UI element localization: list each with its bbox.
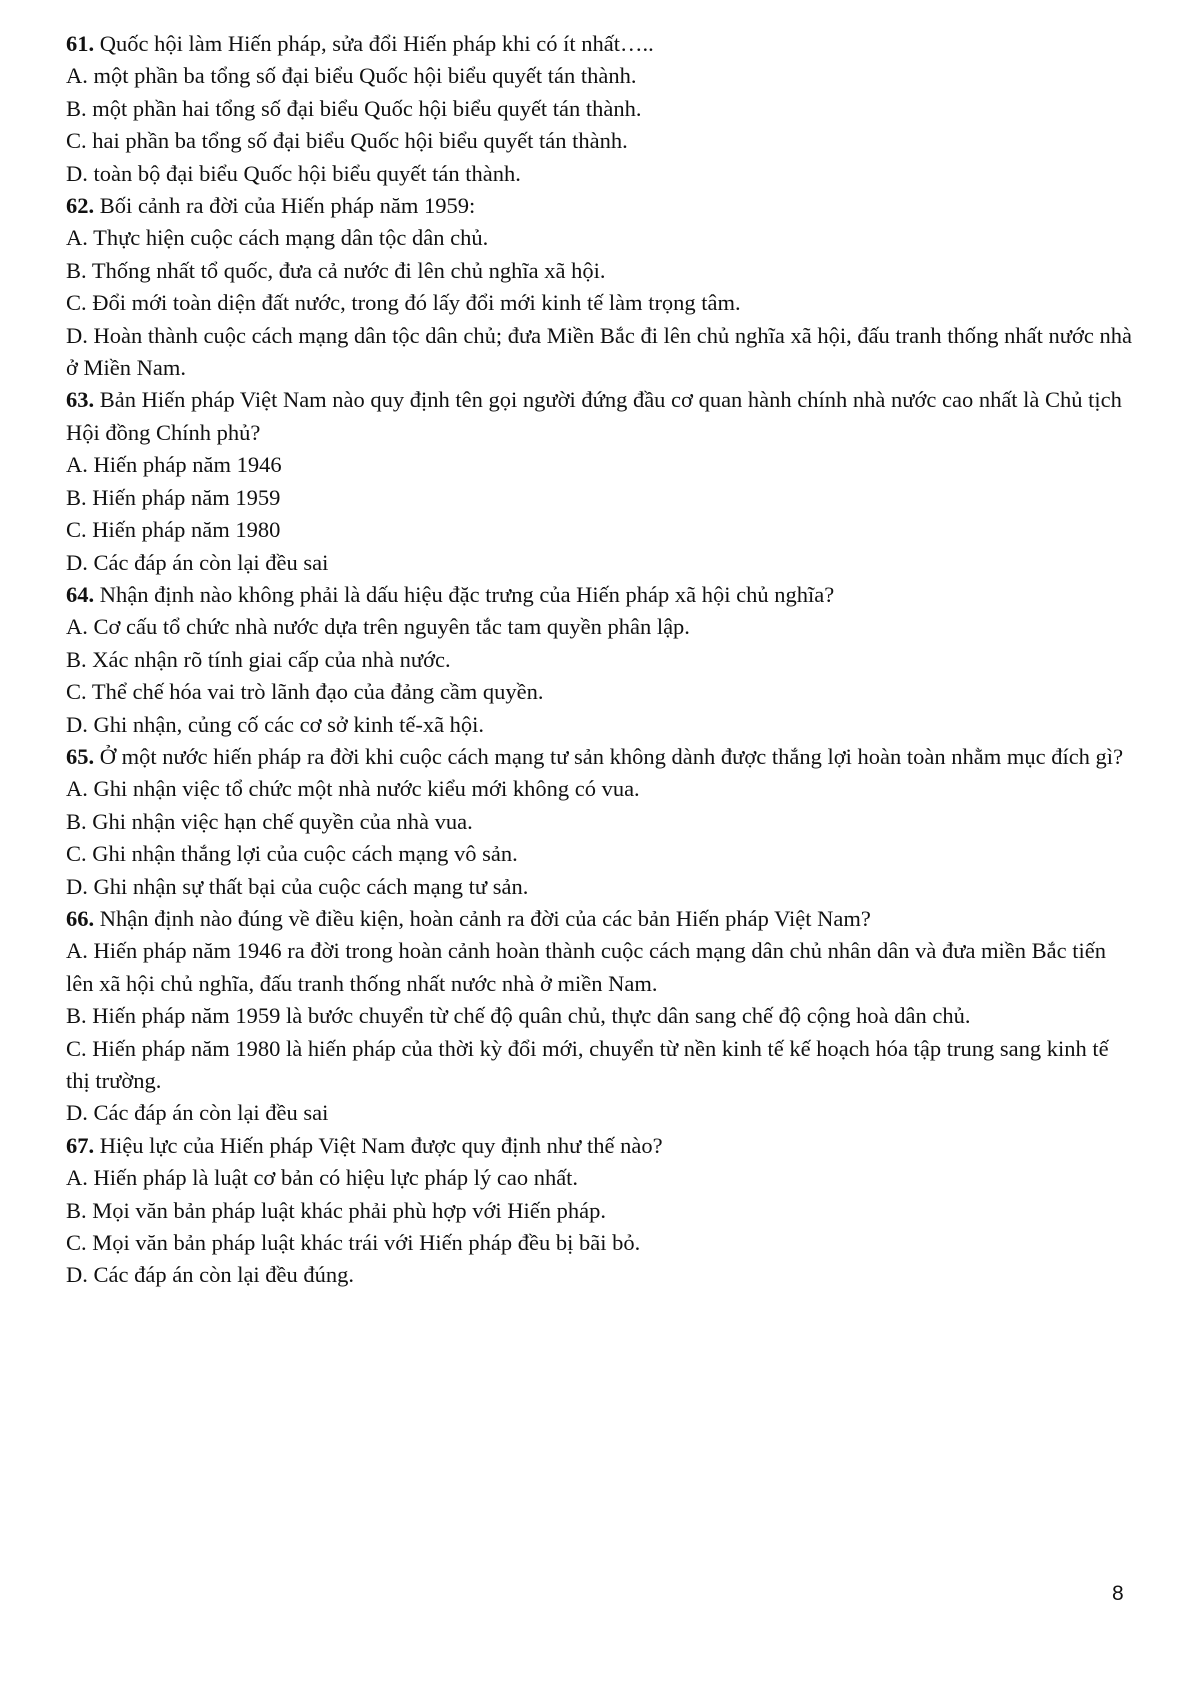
answer-option-d: D. Các đáp án còn lại đều đúng. xyxy=(66,1262,355,1288)
answer-option-d: D. toàn bộ đại biểu Quốc hội biểu quyết tán thành. xyxy=(66,160,521,186)
question-stem xyxy=(66,190,1134,222)
answer-option-d: D. Ghi nhận sự thất bại của cuộc cách mạng tư sản. xyxy=(66,873,529,899)
question-stem xyxy=(66,579,1134,611)
answer-option-d: D. Hoàn thành cuộc cách mạng dân tộc dân chủ; đưa Miền Bắc đi lên chủ nghĩa xã hội, đấu tranh thống nhất nước nhà ở Miền Nam. xyxy=(66,322,1132,381)
answer-option-a: A. Thực hiện cuộc cách mạng dân tộc dân chủ. xyxy=(66,225,489,251)
question-63 xyxy=(66,384,1134,578)
answer-option-b: B. Xác nhận rõ tính giai cấp của nhà nước. xyxy=(66,646,451,672)
question-number: 66. xyxy=(66,905,95,931)
question-number: 67. xyxy=(66,1132,95,1158)
question-65 xyxy=(66,741,1134,903)
answer-option-d: D. Ghi nhận, củng cố các cơ sở kinh tế-xã hội. xyxy=(66,711,485,737)
answer-option-a: A. Hiến pháp năm 1946 ra đời trong hoàn cảnh hoàn thành cuộc cách mạng dân chủ nhân dân và đưa miền Bắc tiến lên xã hội chủ nghĩa, đấu tranh thống nhất nước nhà ở miền Nam. xyxy=(66,938,1107,996)
question-stem xyxy=(66,384,1134,449)
question-number: 63. xyxy=(66,387,95,413)
question-number: 61. xyxy=(66,31,95,56)
page-number: 8 xyxy=(1112,1582,1124,1605)
answer-option-c: C. hai phần ba tổng số đại biểu Quốc hội biểu quyết tán thành. xyxy=(66,128,628,154)
answer-option-c: C. Ghi nhận thắng lợi của cuộc cách mạng vô sản. xyxy=(66,841,518,867)
question-66 xyxy=(66,903,1134,1130)
document-page xyxy=(66,28,1134,1292)
answer-option-b: B. Hiến pháp năm 1959 là bước chuyển từ chế độ quân chủ, thực dân sang chế độ cộng hoà dân chủ. xyxy=(66,1003,971,1029)
question-text: Nhận định nào đúng về điều kiện, hoàn cảnh ra đời của các bản Hiến pháp Việt Nam? xyxy=(99,905,871,931)
answer-option-a: A. Cơ cấu tổ chức nhà nước dựa trên nguyên tắc tam quyền phân lập. xyxy=(66,614,690,640)
answer-option-b: B. Thống nhất tổ quốc, đưa cả nước đi lên chủ nghĩa xã hội. xyxy=(66,257,606,283)
answer-option-c: C. Thể chế hóa vai trò lãnh đạo của đảng cầm quyền. xyxy=(66,679,544,705)
answer-option-a: A. một phần ba tổng số đại biểu Quốc hội biểu quyết tán thành. xyxy=(66,63,637,89)
question-text: Nhận định nào không phải là dấu hiệu đặc trưng của Hiến pháp xã hội chủ nghĩa? xyxy=(99,581,835,607)
question-text: Bản Hiến pháp Việt Nam nào quy định tên gọi người đứng đầu cơ quan hành chính nhà nước cao nhất là Chủ tịch Hội đồng Chính phủ? xyxy=(66,387,1122,445)
answer-option-a: A. Hiến pháp năm 1946 xyxy=(66,452,282,478)
answer-option-c: C. Đổi mới toàn diện đất nước, trong đó lấy đổi mới kinh tế làm trọng tâm. xyxy=(66,290,741,316)
question-text: Bối cảnh ra đời của Hiến pháp năm 1959: xyxy=(99,193,476,219)
question-stem xyxy=(66,1130,1134,1162)
question-text: Ở một nước hiến pháp ra đời khi cuộc cách mạng tư sản không dành được thắng lợi hoàn toàn nhằm mục đích gì? xyxy=(99,743,1124,769)
question-text: Quốc hội làm Hiến pháp, sửa đổi Hiến pháp khi có ít nhất….. xyxy=(99,31,654,56)
answer-option-a: A. Hiến pháp là luật cơ bản có hiệu lực pháp lý cao nhất. xyxy=(66,1165,579,1191)
question-number: 65. xyxy=(66,743,95,769)
answer-option-c: C. Hiến pháp năm 1980 xyxy=(66,517,281,543)
answer-option-b: B. Hiến pháp năm 1959 xyxy=(66,484,281,510)
question-64 xyxy=(66,579,1134,741)
answer-option-d: D. Các đáp án còn lại đều sai xyxy=(66,1100,329,1126)
answer-option-b: B. Mọi văn bản pháp luật khác phải phù hợp với Hiến pháp. xyxy=(66,1197,606,1223)
question-number: 64. xyxy=(66,581,95,607)
answer-option-d: D. Các đáp án còn lại đều sai xyxy=(66,549,329,575)
question-stem xyxy=(66,28,1134,60)
answer-option-a: A. Ghi nhận việc tổ chức một nhà nước kiểu mới không có vua. xyxy=(66,776,640,802)
answer-option-b: B. Ghi nhận việc hạn chế quyền của nhà vua. xyxy=(66,808,473,834)
answer-option-c: C. Mọi văn bản pháp luật khác trái với Hiến pháp đều bị bãi bỏ. xyxy=(66,1230,641,1256)
question-text: Hiệu lực của Hiến pháp Việt Nam được quy định như thế nào? xyxy=(99,1132,663,1158)
answer-option-b: B. một phần hai tổng số đại biểu Quốc hội biểu quyết tán thành. xyxy=(66,95,642,121)
question-stem xyxy=(66,741,1134,773)
question-62 xyxy=(66,190,1134,384)
question-61 xyxy=(66,28,1134,190)
question-number: 62. xyxy=(66,193,95,219)
answer-option-c: C. Hiến pháp năm 1980 là hiến pháp của thời kỳ đổi mới, chuyển từ nền kinh tế kế hoạch hóa tập trung sang kinh tế thị trường. xyxy=(66,1035,1109,1093)
question-67 xyxy=(66,1130,1134,1292)
question-stem xyxy=(66,903,1134,935)
